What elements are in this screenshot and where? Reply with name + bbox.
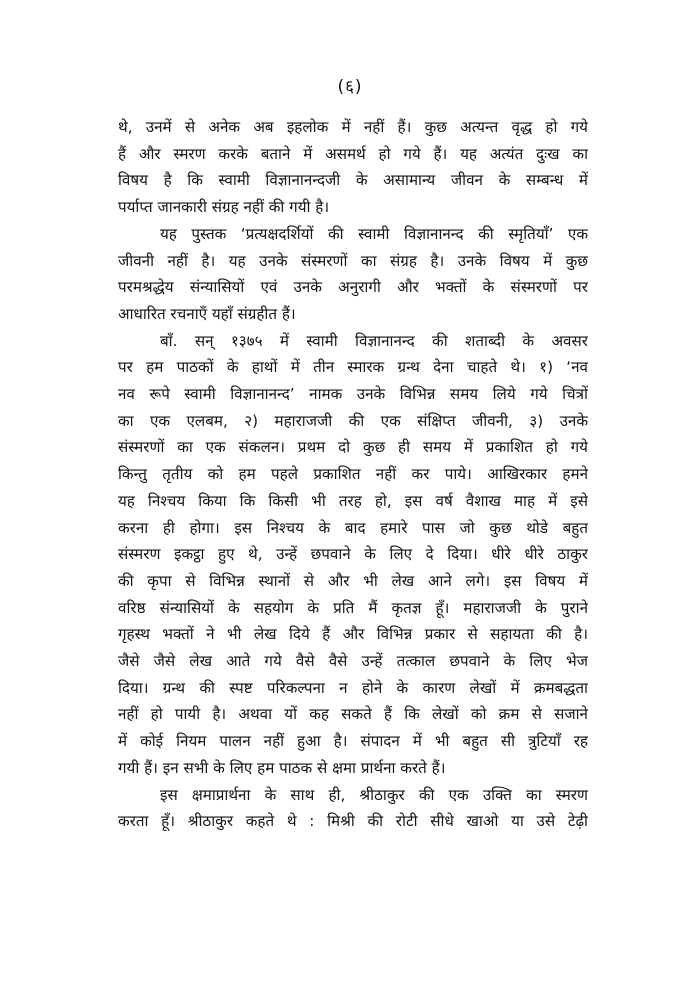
text-line: हैं और स्मरण करके बताने में असमर्थ हो गये हैं। यह अत्यंत दुःख का: [118, 144, 588, 163]
text-line: विषय है कि स्वामी विज्ञानानन्दजी के असामान्य जीवन के सम्बन्ध में: [118, 171, 588, 190]
text-line: जैसे जैसे लेख आते गये वैसे वैसे उन्हें तत्काल छपवाने के लिए भेज: [118, 652, 588, 671]
text-line: नव रूपे स्वामी विज्ञानानन्द’ नामक उनके विभिन्न समय लिये गये चित्रों: [118, 385, 588, 404]
text-line: करना ही होगा। इस निश्चय के बाद हमारे पास जो कुछ थोडे बहुत: [118, 518, 588, 537]
text-line: थे, उनमें से अनेक अब इहलोक में नहीं हैं। कुछ अत्यन्त वृद्ध हो गये: [118, 118, 588, 136]
text-line: आधारित रचनाएँ यहाँ संग्रहीत हैं।: [118, 304, 296, 323]
text-line: दिया। ग्रन्थ की स्पष्ट परिकल्पना न होने के कारण लेखों में क्रमबद्धता: [118, 678, 588, 697]
paragraph-1: [118, 114, 588, 221]
text-line: बाँ. सन् १३७५ में स्वामी विज्ञानानन्द की शताब्दी के अवसर: [160, 331, 588, 350]
text-line: संस्मरणों का एक संकलन। प्रथम दो कुछ ही समय में प्रकाशित हो गये: [118, 438, 588, 457]
text-line: जीवनी नहीं है। यह उनके संस्मरणों का संग्रह है। उनके विषय में कुछ: [118, 251, 588, 270]
text-line: पर हम पाठकों के हाथों में तीन स्मारक ग्रन्थ देना चाहते थे। १) ‘नव: [118, 358, 588, 377]
text-line: यह निश्चय किया कि किसी भी तरह हो, इस वर्ष वैशाख माह में इसे: [118, 491, 588, 510]
paragraph-4: [118, 782, 588, 835]
text-line: वरिष्ठ संन्यासियों के सहयोग के प्रति मैं कृतज्ञ हूँ। महाराजजी के पुराने: [118, 598, 588, 617]
paragraph-2: [118, 221, 588, 328]
body-text: [118, 114, 588, 835]
text-line: संस्मरण इकट्ठा हुए थे, उन्हें छपवाने के लिए दे दिया। धीरे धीरे ठाकुर: [118, 545, 588, 564]
paragraph-3: [118, 328, 588, 782]
text-line: इस क्षमाप्रार्थना के साथ ही, श्रीठाकुर की एक उक्ति का स्मरण: [160, 785, 588, 804]
text-line: में कोई नियम पालन नहीं हुआ है। संपादन में भी बहुत सी त्रुटियाँ रह: [118, 732, 588, 751]
text-line: नहीं हो पायी है। अथवा यों कह सकते हैं कि लेखों को क्रम से सजाने: [118, 705, 588, 724]
text-line: यह पुस्तक ‘प्रत्यक्षदर्शियों की स्वामी विज्ञानानन्द की स्मृतियाँ’ एक: [160, 224, 588, 243]
text-line: की कृपा से विभिन्न स्थानों से और भी लेख आने लगे। इस विषय में: [118, 571, 588, 590]
text-line: गृहस्थ भक्तों ने भी लेख दिये हैं और विभिन्न प्रकार से सहायता की है।: [118, 625, 588, 644]
text-line: पर्याप्त जानकारी संग्रह नहीं की गयी है।: [118, 198, 330, 217]
text-line: परमश्रद्धेय संन्यासियों एवं उनके अनुरागी और भक्तों के संस्मरणों पर: [118, 278, 588, 297]
text-line: करता हूँ। श्रीठाकुर कहते थे : मिश्री की रोटी सीधे खाओ या उसे टेढ़ी: [118, 812, 588, 831]
text-line: गयी हैं। इन सभी के लिए हम पाठक से क्षमा प्रार्थना करते हैं।: [118, 758, 446, 777]
page-number: (६): [337, 77, 363, 97]
text-line: का एक एलबम, २) महाराजजी की एक संक्षिप्त जीवनी, ३) उनके: [118, 411, 588, 430]
text-line: किन्तु तृतीय को हम पहले प्रकाशित नहीं कर पाये। आखिरकार हमने: [118, 465, 588, 484]
